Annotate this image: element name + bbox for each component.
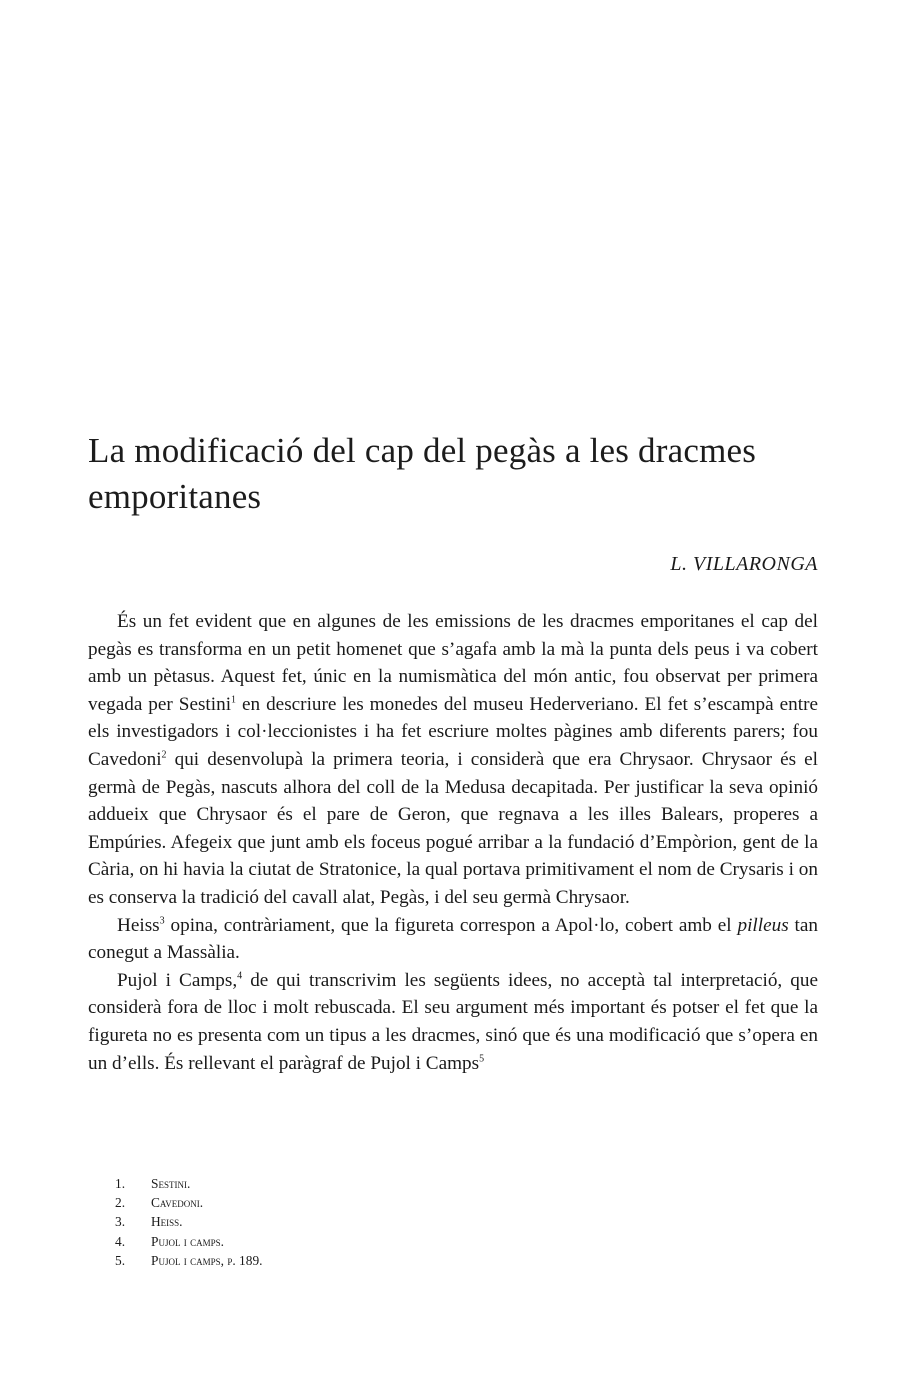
paragraph-2-text-a: Heiss — [117, 914, 160, 936]
author-name: L. VILLARONGA — [670, 553, 818, 575]
footnote-ref-5: 5 — [479, 1053, 485, 1065]
paragraph-1-text-b: en descriure les monedes del museu Hederveriano. El fet s’escampà entre els investigadors i col·leccionistes i ha fet escriure moltes pàgines amb diferents parers; fou Cavedoni — [88, 693, 818, 770]
footnote-text: Cavedoni. — [151, 1195, 204, 1211]
footnote-number: 4. — [115, 1233, 126, 1249]
footnote-2 — [115, 1193, 262, 1212]
footnote-text: Pujol i camps, p. 189. — [151, 1252, 263, 1268]
article-title: La modificació del cap del pegàs a les dracmes emporitanes — [88, 431, 757, 516]
paragraph-3-text-b: de qui transcrivim les següents idees, no acceptà tal interpretació, que considerà fora de lloc i molt rebuscada. El seu argument més important és potser el fet que la figureta no es presenta com un tipus a les dracmes, sinó que és una modificació que s’opera en un d’ells. És rellevant el paràgraf de Pujol i Camps — [88, 969, 818, 1074]
footnote-5 — [115, 1251, 262, 1270]
paragraph-2-text-c: tan conegut a Massàlia. — [88, 914, 818, 964]
footnote-number: 3. — [115, 1214, 126, 1230]
footnote-number: 5. — [115, 1252, 126, 1268]
paragraph-2 — [88, 912, 818, 967]
footnote-ref-3: 3 — [159, 915, 165, 927]
footnote-1 — [115, 1174, 262, 1193]
paragraph-1 — [88, 608, 818, 912]
paragraph-3 — [88, 967, 818, 1077]
footnote-4 — [115, 1232, 262, 1251]
italic-term: pilleus — [737, 914, 789, 936]
footnotes — [115, 1174, 262, 1270]
paragraph-3-text-a: Pujol i Camps, — [117, 969, 238, 991]
footnote-ref-2: 2 — [161, 749, 167, 761]
footnote-ref-1: 1 — [231, 694, 237, 706]
footnote-number: 1. — [115, 1176, 126, 1191]
paragraph-1-text-a: És un fet evident que en algunes de les emissions de les dracmes emporitanes el cap del pegàs es transforma en un petit homenet que s’agafa amb la mà la punta dels peus i va cobert amb un pètasus. Aquest fet, únic en la numismàtica del món antic, fou observat per primera vegada per Sestini — [88, 611, 818, 715]
footnote-text: Pujol i camps. — [151, 1233, 225, 1249]
footnote-text: Heiss. — [151, 1214, 183, 1230]
footnote-ref-4: 4 — [237, 970, 243, 982]
footnote-text: Sestini. — [151, 1176, 191, 1191]
footnote-3 — [115, 1212, 262, 1231]
paragraph-1-text-c: qui desenvolupà la primera teoria, i considerà que era Chrysaor. Chrysaor és el germà de Pegàs, nascuts alhora del coll de la Medusa decapitada. Per justificar la seva opinió addueix que Chrysaor és el pare de Geron, que regnava a les illes Balears, properes a Empúries. Afegeix que junt amb els foceus pogué arribar a la fundació d’Empòrion, gent de la Cària, on hi havia la ciutat de Stratonice, la qual portava primitivament el nom de Crysaris i on es conserva la tradició del cavall alat, Pegàs, i del seu germà Chrysaor. — [88, 748, 818, 908]
paragraph-2-text-b: opina, contràriament, que la figureta correspon a Apol·lo, cobert amb el — [164, 914, 738, 936]
article-body — [88, 608, 818, 1077]
footnote-number: 2. — [115, 1195, 126, 1211]
